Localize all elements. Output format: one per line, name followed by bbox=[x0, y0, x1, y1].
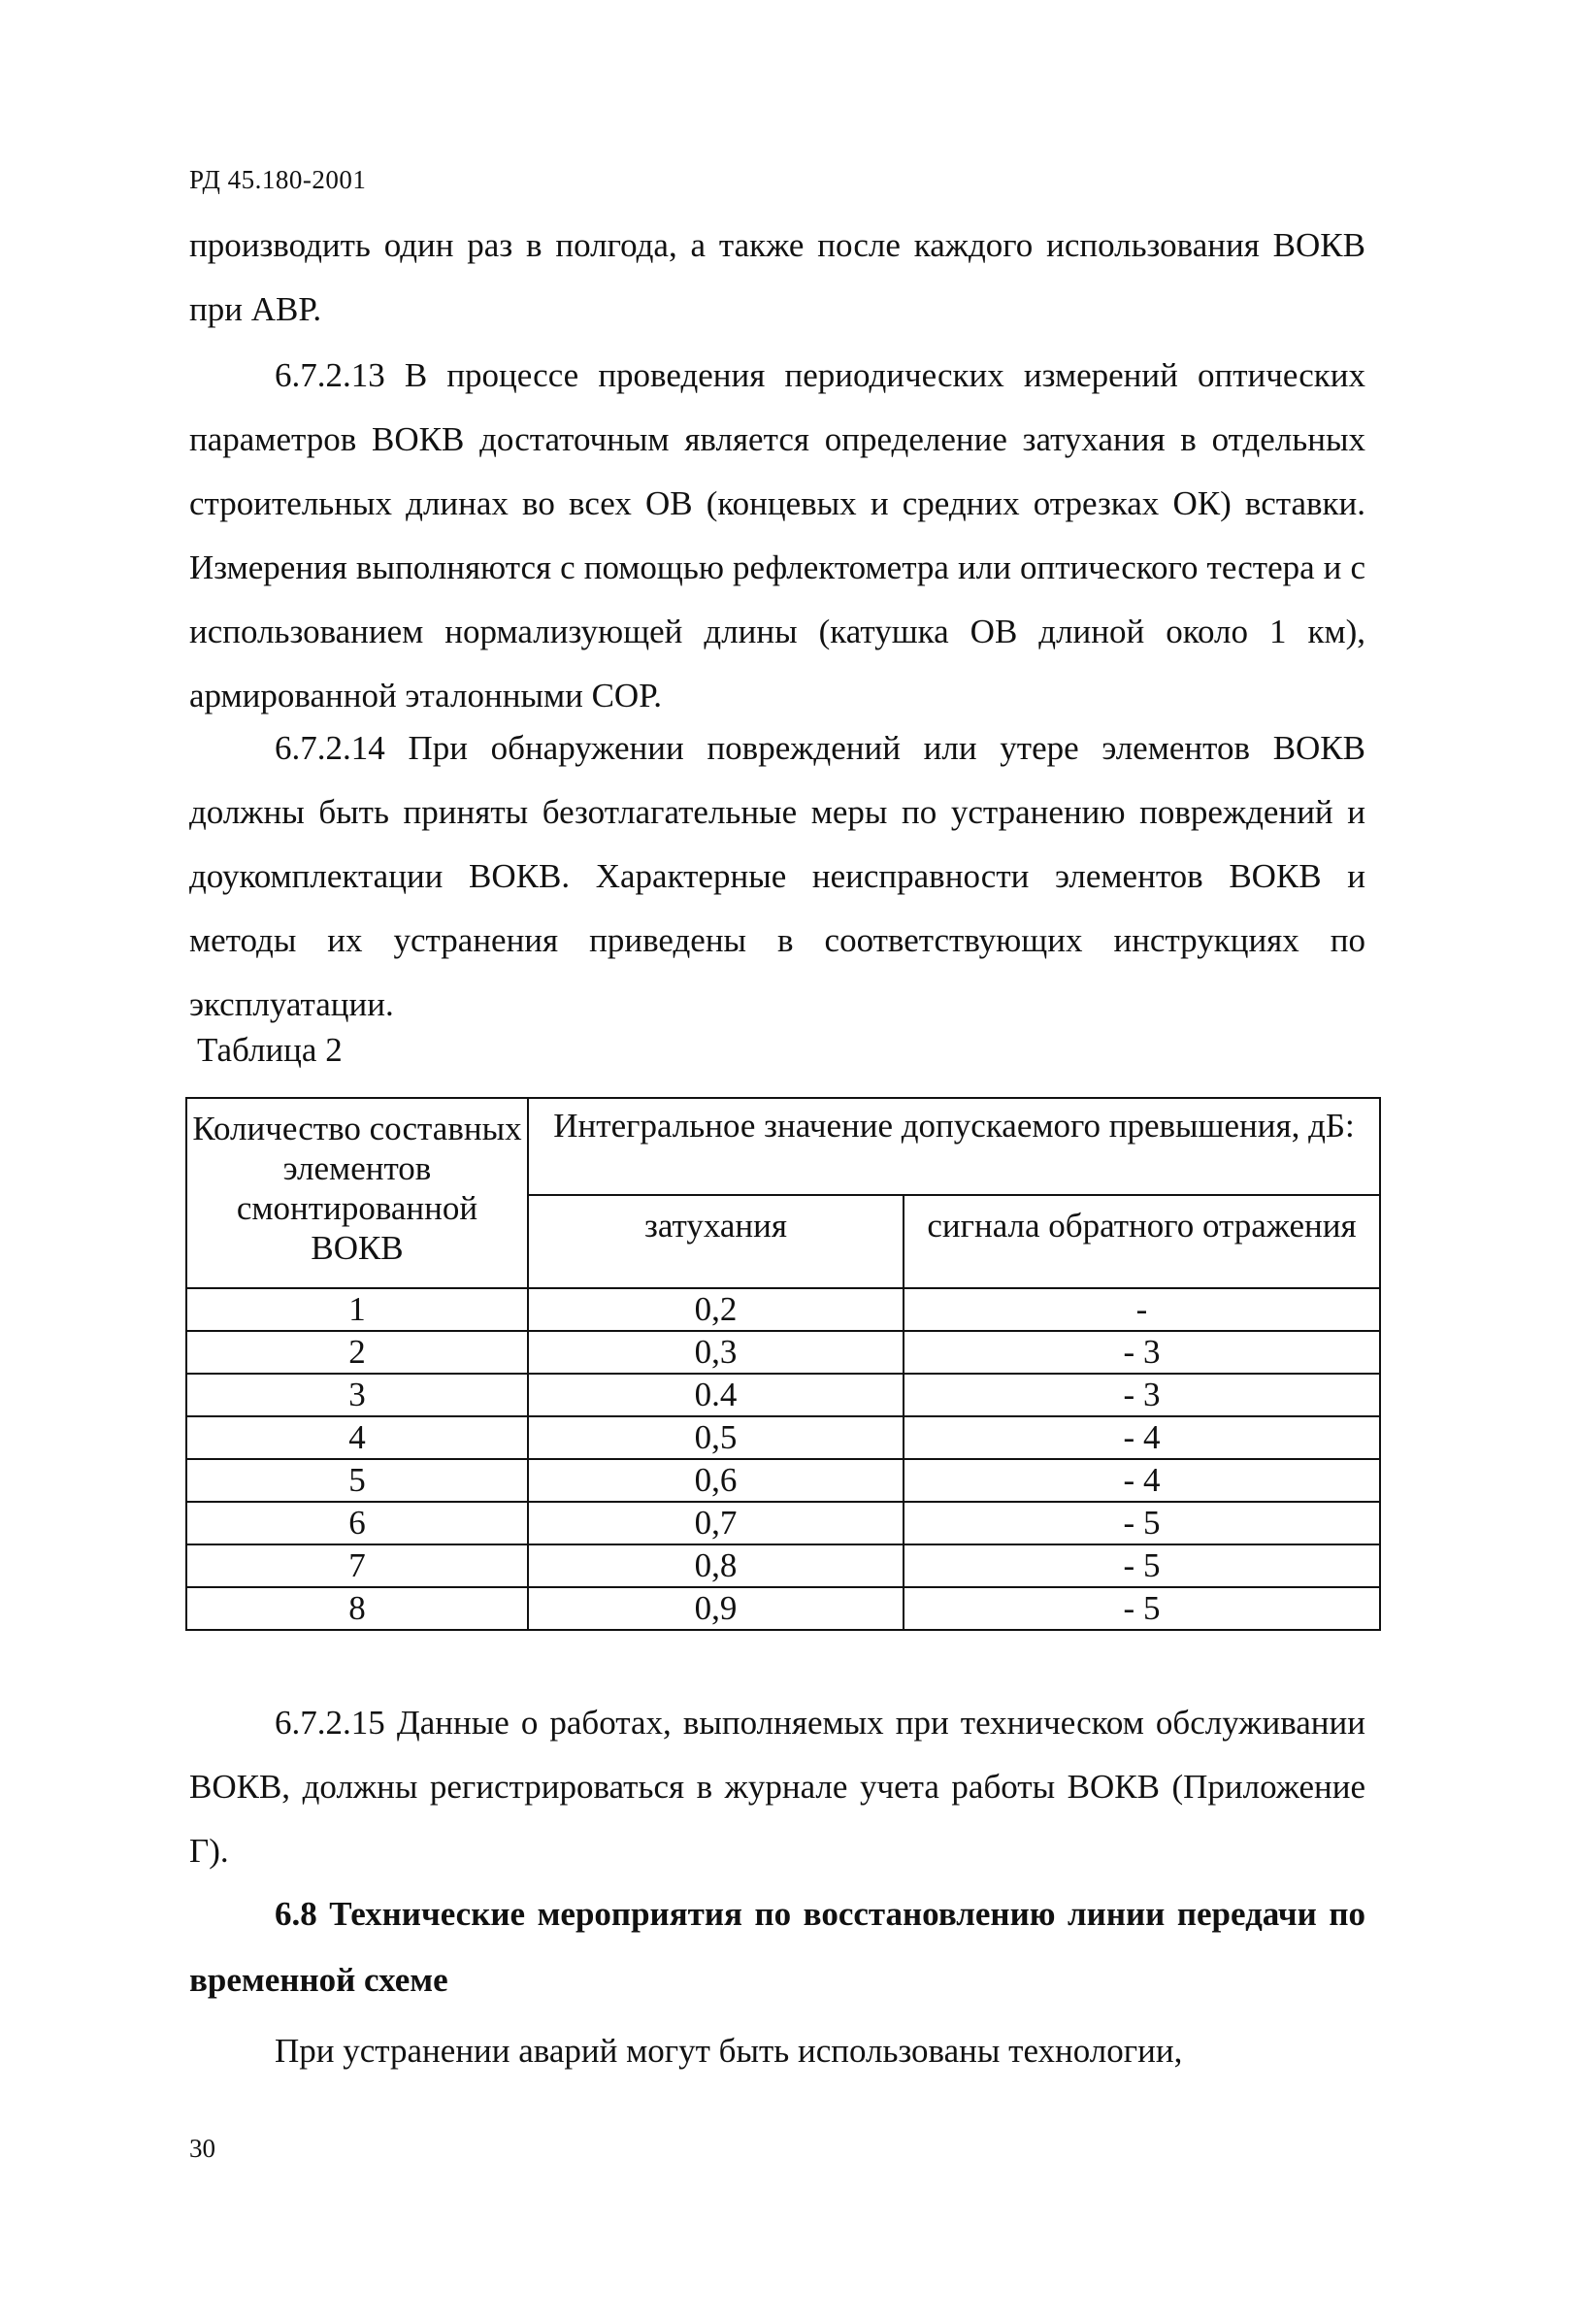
header-count: Количество составных элементов смонтированной ВОКВ bbox=[186, 1098, 528, 1288]
table-row bbox=[186, 1459, 1380, 1502]
cell-attenuation: 0,9 bbox=[528, 1587, 904, 1630]
page-number: 30 bbox=[189, 2134, 215, 2163]
table-row bbox=[186, 1416, 1380, 1459]
table-row bbox=[186, 1544, 1380, 1587]
cell-attenuation: 0,3 bbox=[528, 1331, 904, 1374]
paragraph-6-7-2-15: 6.7.2.15 Данные о работах, выполняемых при техническом обслуживании ВОКВ, должны регистрироваться в журнале учета работы ВОКВ (Приложение Г). bbox=[189, 1704, 1365, 1870]
cell-count: 3 bbox=[186, 1374, 528, 1416]
header-integral-value: Интегральное значение допускаемого превышения, дБ: bbox=[528, 1098, 1380, 1195]
cell-attenuation: 0,6 bbox=[528, 1459, 904, 1502]
cell-reflection: - 4 bbox=[904, 1416, 1380, 1459]
table-row bbox=[186, 1587, 1380, 1630]
section-heading-6-8: 6.8 Технические мероприятия по восстановлению линии передачи по временной схеме bbox=[189, 1895, 1365, 1999]
cell-count: 1 bbox=[186, 1288, 528, 1331]
cell-count: 4 bbox=[186, 1416, 528, 1459]
paragraph-continuation: производить один раз в полгода, а также после каждого использования ВОКВ при АВР. bbox=[189, 226, 1365, 328]
cell-count: 8 bbox=[186, 1587, 528, 1630]
cell-count: 5 bbox=[186, 1459, 528, 1502]
paragraph-6-7-2-13: 6.7.2.13 В процессе проведения периодических измерений оптических параметров ВОКВ достаточным является определение затухания в отдельных строительных длинах во всех ОВ (концевых и средних отрезках ОК) вставки. Измерения выполняются с помощью рефлектометра или оптического тестера и с использованием нормализующей длины (катушка ОВ длиной около 1 км), армированной эталонными СОР. bbox=[189, 356, 1365, 714]
cell-reflection: - 5 bbox=[904, 1544, 1380, 1587]
table-row bbox=[186, 1502, 1380, 1544]
table-caption: Таблица 2 bbox=[197, 1031, 343, 1069]
table-2 bbox=[185, 1097, 1381, 1631]
cell-reflection: - 4 bbox=[904, 1459, 1380, 1502]
cell-reflection: - bbox=[904, 1288, 1380, 1331]
cell-reflection: - 3 bbox=[904, 1331, 1380, 1374]
cell-attenuation: 0,8 bbox=[528, 1544, 904, 1587]
table-row bbox=[186, 1331, 1380, 1374]
table-row bbox=[186, 1288, 1380, 1331]
document-code-header: РД 45.180-2001 bbox=[189, 165, 367, 194]
cell-reflection: - 5 bbox=[904, 1587, 1380, 1630]
cell-attenuation: 0,7 bbox=[528, 1502, 904, 1544]
header-attenuation: затухания bbox=[528, 1195, 904, 1288]
cell-count: 6 bbox=[186, 1502, 528, 1544]
cell-attenuation: 0,2 bbox=[528, 1288, 904, 1331]
cell-attenuation: 0,5 bbox=[528, 1416, 904, 1459]
cell-reflection: - 5 bbox=[904, 1502, 1380, 1544]
paragraph-section-6-8-start: При устранении аварий могут быть использованы технологии, bbox=[275, 2032, 1183, 2070]
table-row bbox=[186, 1374, 1380, 1416]
paragraph-6-7-2-14: 6.7.2.14 При обнаружении повреждений или утере элементов ВОКВ должны быть приняты безотлагательные меры по устранению повреждений и доукомплектации ВОКВ. Характерные неисправности элементов ВОКВ и методы их устранения приведены в соответствующих инструкциях по эксплуатации. bbox=[189, 729, 1365, 1023]
cell-count: 2 bbox=[186, 1331, 528, 1374]
cell-reflection: - 3 bbox=[904, 1374, 1380, 1416]
cell-attenuation: 0.4 bbox=[528, 1374, 904, 1416]
header-reflection: сигнала обратного отражения bbox=[904, 1195, 1380, 1288]
cell-count: 7 bbox=[186, 1544, 528, 1587]
